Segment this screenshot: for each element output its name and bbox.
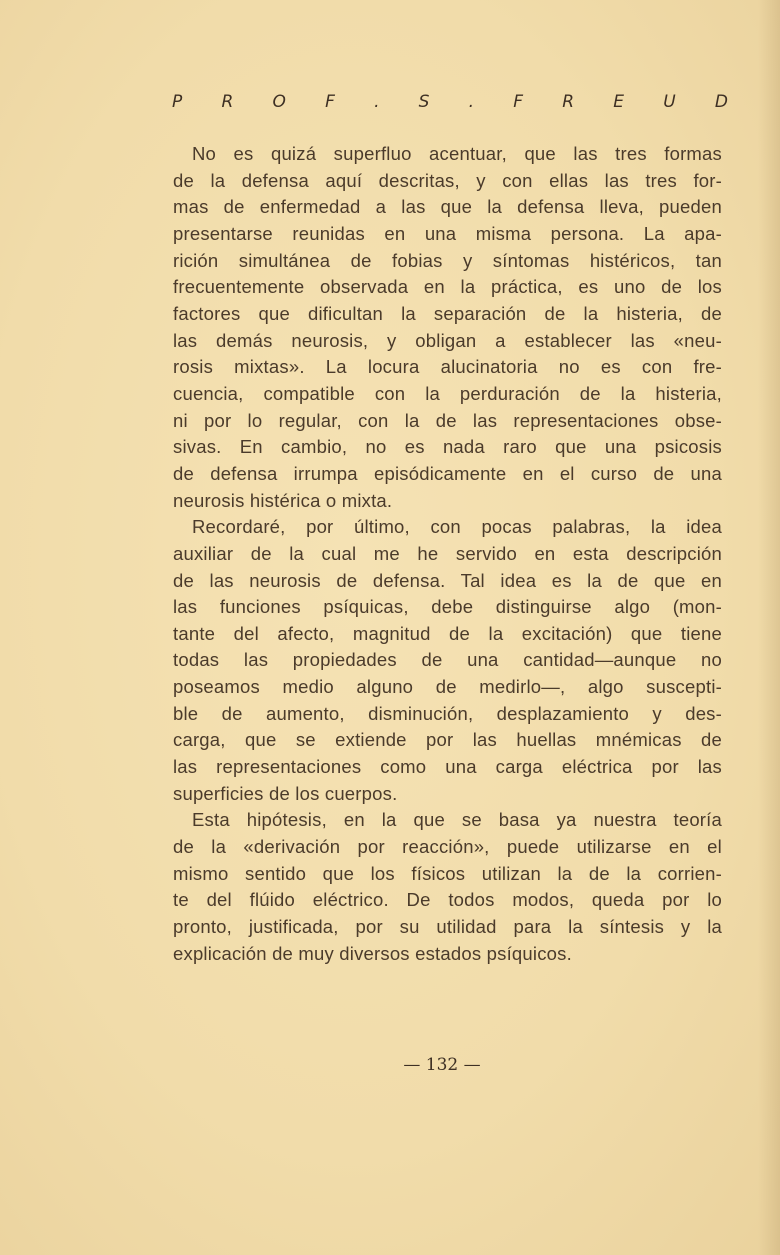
text-line: mas de enfermedad a las que la defensa lleva, pueden	[173, 196, 722, 218]
text-line: poseamos medio alguno de medirlo—, algo suscepti-	[173, 676, 722, 698]
text-line: Esta hipótesis, en la que se basa ya nuestra teoría	[192, 809, 722, 831]
text-line: pronto, justificada, por su utilidad para la síntesis y la	[173, 916, 722, 938]
text-line: superficies de los cuerpos.	[173, 782, 398, 804]
text-line: las funciones psíquicas, debe distinguirse algo (mon-	[173, 596, 722, 618]
header-letter: R	[562, 92, 575, 112]
text-line: sivas. En cambio, no es nada raro que una psicosis	[173, 436, 722, 458]
header-letter: F	[325, 92, 335, 112]
paragraph	[173, 514, 722, 807]
text-line: rición simultánea de fobias y síntomas histéricos, tan	[173, 249, 722, 271]
paragraph	[173, 141, 722, 514]
text-line: ni por lo regular, con la de las representaciones obse-	[173, 409, 722, 431]
text-line: Recordaré, por último, con pocas palabras, la idea	[192, 516, 722, 538]
running-header	[172, 92, 728, 112]
paragraph	[173, 807, 722, 967]
text-line: tante del afecto, magnitud de la excitación) que tiene	[173, 622, 722, 644]
text-line: de la defensa aquí descritas, y con ellas las tres for-	[173, 169, 722, 191]
header-letter: R	[221, 92, 234, 112]
text-line: de las neurosis de defensa. Tal idea es la de que en	[173, 569, 722, 591]
text-line: rosis mixtas». La locura alucinatoria no es con fre-	[173, 356, 722, 378]
text-line: mismo sentido que los físicos utilizan la de la corrien-	[173, 862, 722, 884]
header-letter: O	[272, 92, 286, 112]
page-number: — 132 —	[403, 1055, 481, 1075]
text-line: explicación de muy diversos estados psíquicos.	[173, 942, 572, 964]
text-line: ble de aumento, disminución, desplazamiento y des-	[173, 702, 722, 724]
text-line: presentarse reunidas en una misma persona. La apa-	[173, 222, 722, 244]
header-letter: .	[374, 92, 380, 112]
text-line: No es quizá superfluo acentuar, que las tres formas	[192, 143, 722, 164]
text-line: te del flúido eléctrico. De todos modos, queda por lo	[173, 889, 722, 911]
text-line: las representaciones como una carga eléctrica por las	[173, 756, 722, 778]
text-line: todas las propiedades de una cantidad—aunque no	[173, 649, 722, 671]
header-letter: U	[663, 92, 676, 112]
text-line: neurosis histérica o mixta.	[173, 489, 393, 511]
header-letter: .	[468, 92, 475, 112]
text-line: factores que dificultan la separación de la histeria, de	[173, 302, 722, 324]
header-letter: P	[172, 92, 183, 112]
text-line: las demás neurosis, y obligan a establecer las «neu-	[173, 329, 722, 351]
header-letter: S	[418, 92, 430, 112]
text-line: auxiliar de la cual me he servido en esta descripción	[173, 542, 722, 564]
header-letter: E	[613, 92, 625, 112]
header-letter: D	[714, 92, 728, 112]
text-line: carga, que se extiende por las huellas mnémicas de	[173, 729, 722, 751]
text-line: de defensa irrumpa episódicamente en el curso de una	[173, 462, 722, 484]
text-line: frecuentemente observada en la práctica, es uno de los	[173, 276, 722, 298]
header-letter: F	[513, 92, 524, 112]
text-line: de la «derivación por reacción», puede utilizarse en el	[173, 836, 722, 858]
text-line: cuencia, compatible con la perduración de la histeria,	[173, 382, 722, 404]
page-body	[173, 141, 722, 967]
